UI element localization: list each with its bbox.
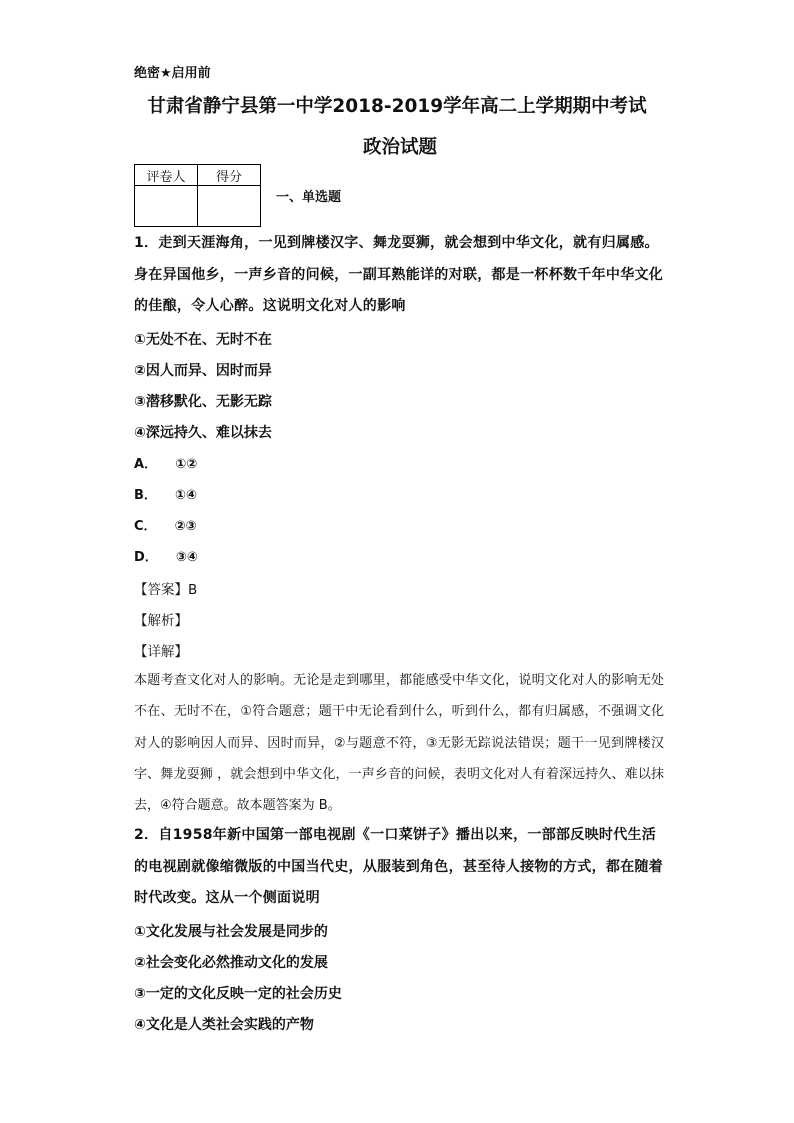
detail-label: 【详解】 — [134, 644, 188, 660]
score-cell — [198, 186, 261, 227]
choice-value: ①④ — [174, 488, 197, 503]
page-subtitle — [0, 133, 794, 159]
answer: 【答案】B — [134, 582, 198, 598]
choice-label: B． — [134, 488, 157, 503]
question-1-stem: 1．走到天涯海角，一见到牌楼汉字、舞龙耍狮，就会想到中华文化，就有归属感。身在异国他乡，一声乡音的问候，一副耳熟能详的对联，都是一杯杯数千年中华文化的佳酿，令人心醉。这说明文化对人的影响 — [134, 235, 664, 314]
question-1-option-2: ②因人而异、因时而异 — [134, 363, 272, 379]
question-1-option-4: ④深远持久、难以抹去 — [134, 425, 272, 441]
score-table — [134, 164, 261, 227]
choice-label: A． — [134, 457, 158, 472]
explanation: 本题考查文化对人的影响。无论是走到哪里，都能感受中华文化，说明文化对人的影响无处不在、无时不在，①符合题意；题干中无论看到什么，听到什么，都有归属感，不强调文化对人的影响因人而异、因时而异，②与题意不符，③无影无踪说法错误；题干一见到牌楼汉字、舞龙耍狮 ，就会想到中华文化，一声乡音的问候，表明文化对人有着深远持久、难以抹去，④符合题意。故本题答案为 B。 — [134, 673, 664, 814]
choice-a — [134, 453, 197, 472]
subject-title: 政治试题 — [362, 137, 437, 158]
secret-mark: 绝密★启用前 — [134, 66, 211, 81]
question-2-option-4: ④文化是人类社会实践的产物 — [134, 1017, 314, 1033]
question-2-stem: 2．自1958年新中国第一部电视剧《一口菜饼子》播出以来，一部部反映时代生活的电视剧就像缩微版的中国当代史，从服装到角色，甚至待人接物的方式，都在随着时代改变。这从一个侧面说明 — [134, 827, 664, 906]
grader-header: 评卷人 — [135, 165, 198, 186]
choice-d — [134, 546, 198, 565]
choice-c — [134, 515, 197, 534]
choice-value: ③④ — [175, 550, 198, 565]
question-2-option-1: ①文化发展与社会发展是同步的 — [134, 924, 328, 940]
analysis-label: 【解析】 — [134, 613, 188, 629]
question-1-option-3: ③潜移默化、无影无踪 — [134, 394, 272, 410]
section-title: 一、单选题 — [276, 190, 342, 205]
choice-label: D． — [134, 550, 158, 565]
page-title: 甘肃省静宁县第一中学2018-2019学年高二上学期期中考试 — [147, 96, 647, 117]
grader-cell — [135, 186, 198, 227]
question-1-option-1: ①无处不在、无时不在 — [134, 332, 272, 348]
choice-label: C． — [134, 519, 157, 534]
choice-b — [134, 484, 197, 503]
question-2-option-2: ②社会变化必然推动文化的发展 — [134, 955, 328, 971]
question-2-option-3: ③一定的文化反映一定的社会历史 — [134, 986, 342, 1002]
score-header: 得分 — [198, 165, 261, 186]
choice-value: ①② — [175, 457, 198, 472]
choice-value: ②③ — [174, 519, 197, 534]
